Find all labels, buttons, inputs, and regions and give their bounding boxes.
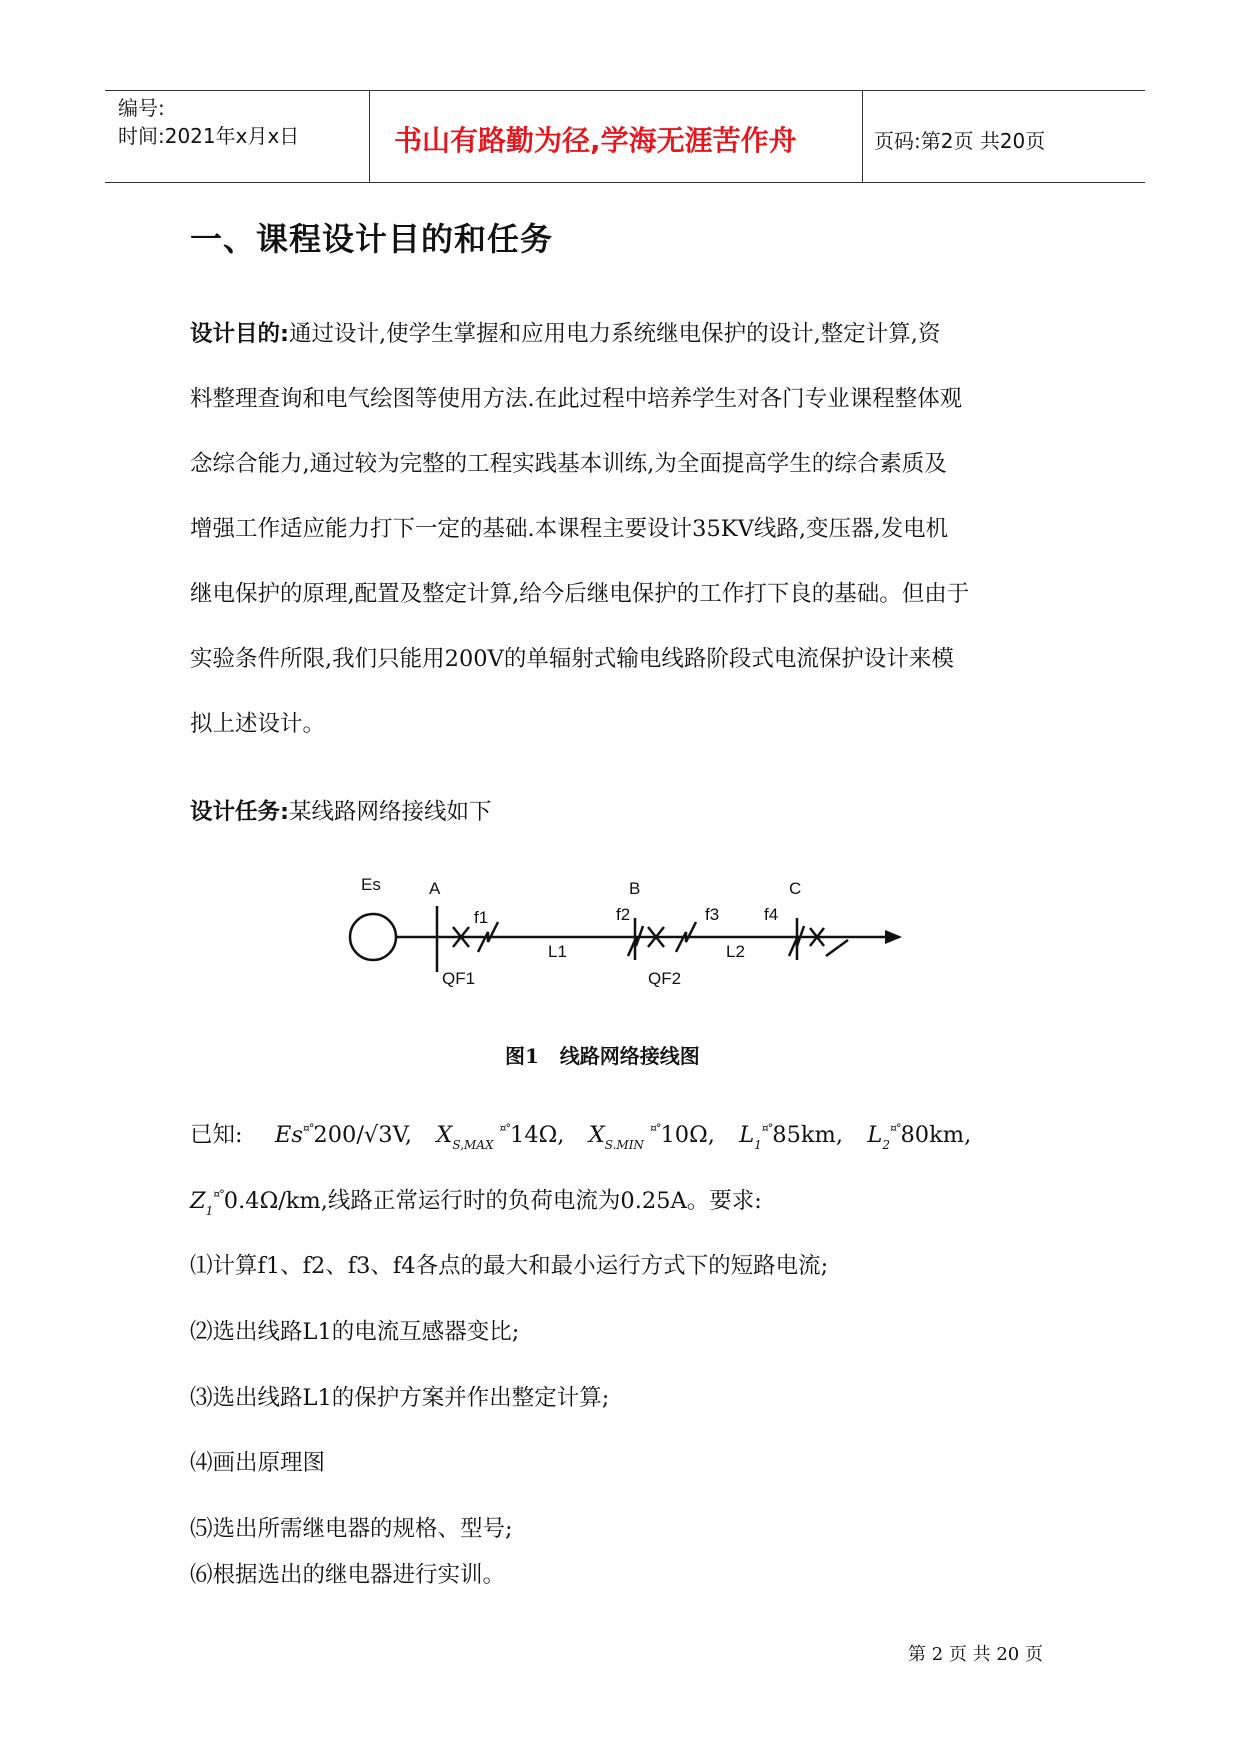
task-text: 某线路网络接线如下: [289, 799, 492, 825]
header-motto: 书山有路勤为径,学海无涯苦作舟: [394, 124, 797, 157]
l1-subscript: 1: [754, 1138, 762, 1152]
l1-symbol: L: [739, 1122, 755, 1148]
known-values-line: 已知: Es¤°200/√3V, $X_{S,MAX}^{¤^\circ}14\Omega$, $X_{S.MIN}^{¤^\circ}10\Omega$, $L_1^{¤^\circ}85km$, $L_2^{¤^\circ}80km$,: [190, 1122, 972, 1152]
requirement-1: ⑴计算f1、f2、f3、f4各点的最大和最小运行方式下的短路电流;: [190, 1253, 829, 1279]
line-label-l2: L2: [726, 942, 745, 961]
eq-glyph: ¤°: [761, 1122, 773, 1135]
purpose-line-5: 继电保护的原理,配置及整定计算,给今后继电保护的工作打下良的基础。但由于: [190, 581, 970, 607]
source-generator: [350, 914, 396, 960]
bus-label-b: B: [629, 879, 641, 898]
fault-label-f4: f4: [764, 905, 779, 924]
requirement-2: ⑵选出线路L1的电流互感器变比;: [190, 1319, 520, 1345]
bus-label-c: C: [789, 879, 802, 898]
requirement-3: ⑶选出线路L1的保护方案并作出整定计算;: [190, 1385, 610, 1411]
fault-label-f1: f1: [474, 908, 489, 927]
bus-label-a: A: [429, 879, 441, 898]
purpose-line-2: 料整理查询和电气绘图等使用方法.在此过程中培养学生对各门专业课程整体观: [190, 386, 963, 412]
eq-glyph: ¤°: [213, 1188, 224, 1201]
page-footer: 第 2 页 共 20 页: [908, 1644, 1043, 1665]
es-value: 200/√3V: [313, 1122, 405, 1148]
xmax-value: 14Ω: [510, 1122, 558, 1148]
l2-symbol: L: [867, 1122, 883, 1148]
load-arrow: [885, 930, 902, 944]
eq-glyph: ¤°: [649, 1122, 661, 1135]
z1-tail: ,线路正常运行时的负荷电流为0.25A。要求:: [320, 1188, 762, 1214]
l2-subscript: 2: [882, 1138, 890, 1152]
purpose-label: 设计目的:: [190, 321, 289, 347]
header-divider-right: [862, 90, 863, 182]
breaker-label-qf1: QF1: [442, 969, 476, 988]
purpose-text-1: 通过设计,使学生掌握和应用电力系统继电保护的设计,整定计算,资: [289, 321, 941, 347]
network-diagram: [330, 868, 930, 998]
purpose-line-7: 拟上述设计。: [190, 711, 326, 737]
purpose-line-3: 念综合能力,通过较为完整的工程实践基本训练,为全面提高学生的综合素质及: [190, 451, 947, 477]
impedance-line: [190, 1183, 762, 1218]
z1-value: 0.4Ω/km: [223, 1188, 321, 1214]
requirement-6: ⑹根据选出的继电器进行实训。: [190, 1562, 506, 1588]
eq-glyph: ¤°: [499, 1122, 510, 1135]
xmax-symbol: X: [436, 1122, 453, 1148]
doc-time-label: 时间:2021年x月x日: [118, 124, 300, 148]
line-label-l1: L1: [548, 942, 567, 961]
section-title: 一、课程设计目的和任务: [190, 220, 554, 258]
header-top-rule: [105, 90, 1145, 91]
l1-value: 85km: [772, 1122, 836, 1148]
header-page-label: 页码:第2页 共20页: [874, 129, 1046, 153]
switch-c-blade: [826, 940, 848, 956]
purpose-line-4: 增强工作适应能力打下一定的基础.本课程主要设计35KV线路,变压器,发电机: [190, 516, 949, 542]
eq-glyph: ¤°: [889, 1122, 901, 1135]
task-line: [190, 794, 492, 826]
z1-symbol: Z: [190, 1188, 206, 1214]
purpose-line-6: 实验条件所限,我们只能用200V的单辐射式输电线路阶段式电流保护设计来模: [190, 646, 954, 672]
purpose-paragraph: [190, 302, 1070, 757]
header-divider-left: [369, 90, 370, 182]
z1-subscript: 1: [205, 1204, 214, 1218]
task-label: 设计任务:: [190, 799, 289, 825]
eq-glyph: ¤°: [302, 1122, 314, 1135]
l2-value: 80km: [900, 1122, 965, 1148]
breaker-label-qf2: QF2: [648, 969, 682, 988]
doc-number-label: 编号:: [118, 96, 165, 120]
requirement-5: ⑸选出所需继电器的规格、型号;: [190, 1516, 513, 1542]
fault-label-f3: f3: [705, 905, 720, 924]
xmin-subscript: S.MIN: [604, 1138, 644, 1152]
es-symbol: Es: [274, 1122, 303, 1148]
known-lead: 已知:: [190, 1122, 243, 1148]
xmin-symbol: X: [588, 1122, 605, 1148]
purpose-line-1: [190, 302, 1070, 367]
requirement-4: ⑷画出原理图: [190, 1450, 326, 1476]
figure-caption: 图1 线路网络接线图: [505, 1044, 700, 1068]
xmax-subscript: S,MAX: [452, 1138, 494, 1152]
source-label: Es: [361, 875, 381, 894]
fault-label-f2: f2: [616, 905, 631, 924]
header-bottom-rule: [105, 182, 1145, 183]
xmin-value: 10Ω: [660, 1122, 708, 1148]
